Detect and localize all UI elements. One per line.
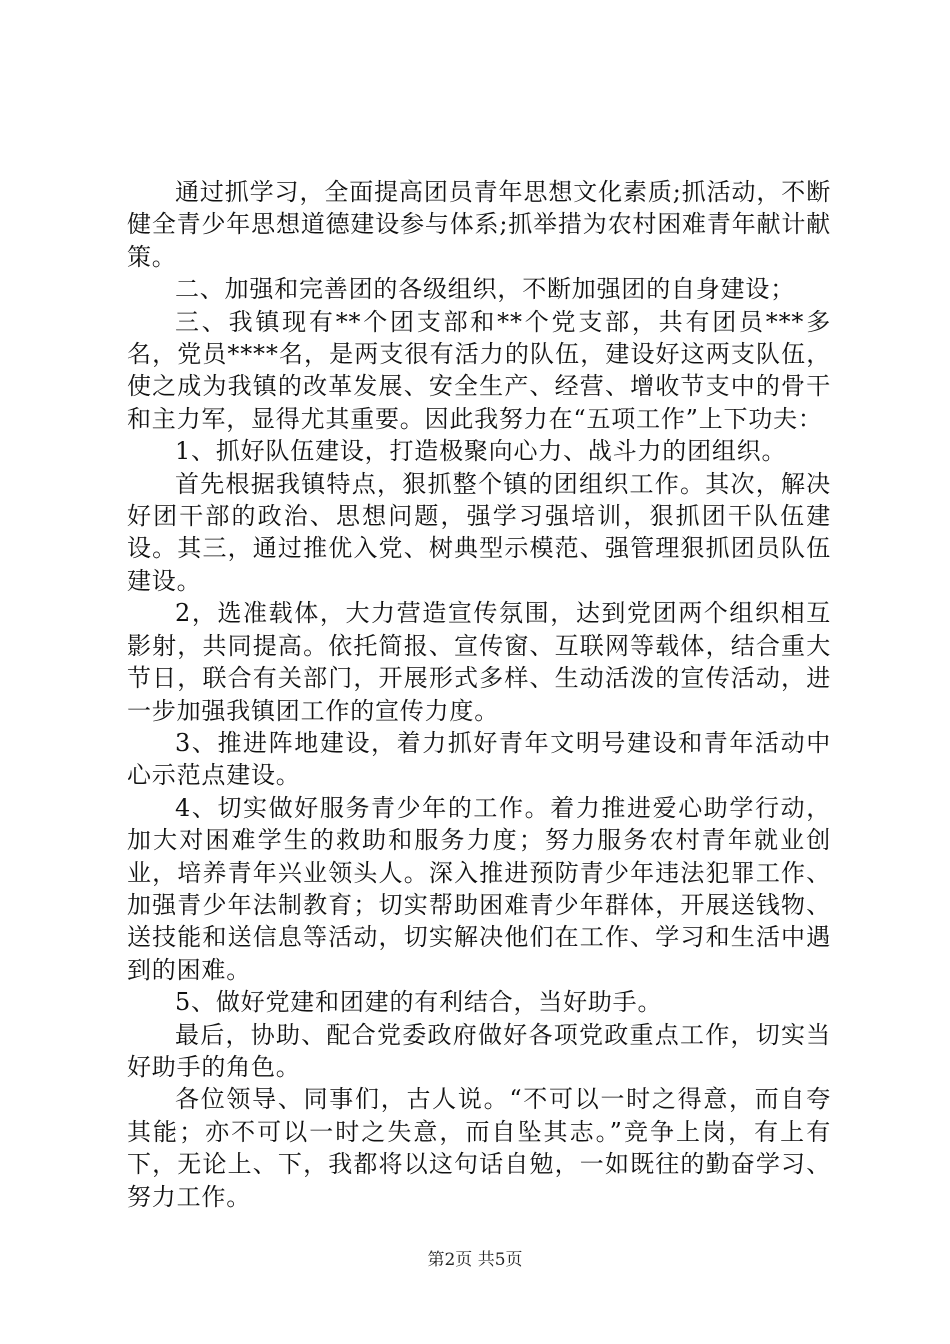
- paragraph-item-5-detail: 最后，协助、配合党委政府做好各项党政重点工作，切实当好助手的角色。: [127, 1020, 831, 1081]
- paragraph-item-5-heading: 5、做好党建和团建的有利结合，当好助手。: [175, 988, 663, 1017]
- paragraph-item-2: 2，选准载体，大力营造宣传氛围，达到党团两个组织相互影射，共同提高。依托简报、宣传窗、互联网等载体，结合重大节日，联合有关部门，开展形式多样、生动活泼的宣传活动，进一步加强我镇团工作的宣传力度。: [127, 599, 831, 725]
- paragraph-section-three: 三、我镇现有**个团支部和**个党支部，共有团员***多名，党员****名，是两支很有活力的队伍，建设好这两支队伍，使之成为我镇的改革发展、安全生产、经营、增收节支中的骨干和主力军，显得尤其重要。因此我努力在“五项工作”上下功夫：: [127, 307, 831, 433]
- paragraph-item-4: 4、切实做好服务青少年的工作。着力推进爱心助学行动，加大对困难学生的救助和服务力度；努力服务农村青年就业创业，培养青年兴业领头人。深入推进预防青少年违法犯罪工作、加强青少年法制教育；切实帮助困难青少年群体，开展送钱物、送技能和送信息等活动，切实解决他们在工作、学习和生活中遇到的困难。: [127, 793, 831, 984]
- paragraph-closing: 各位领导、同事们，古人说。“不可以一时之得意，而自夸其能；亦不可以一时之失意，而自坠其志。”竞争上岗，有上有下，无论上、下，我都将以这句话自勉，一如既往的勤奋学习、努力工作。: [127, 1085, 831, 1211]
- document-body: [127, 176, 831, 1213]
- page-number-footer: 第2页 共5页: [427, 1250, 523, 1270]
- paragraph-study-activities: 通过抓学习，全面提高团员青年思想文化素质;抓活动，不断健全青少年思想道德建设参与体系;抓举措为农村困难青年献计献策。: [127, 178, 831, 271]
- paragraph-item-3: 3、推进阵地建设，着力抓好青年文明号建设和青年活动中心示范点建设。: [127, 728, 831, 790]
- paragraph-item-1-heading: 1、抓好队伍建设，打造极聚向心力、战斗力的团组织。: [175, 437, 787, 466]
- paragraph-section-two-heading: 二、加强和完善团的各级组织，不断加强团的自身建设；: [175, 275, 795, 304]
- paragraph-item-1-detail: 首先根据我镇特点，狠抓整个镇的团组织工作。其次，解决好团干部的政治、思想问题，强学习强培训，狠抓团干队伍建设。其三，通过推优入党、树典型示模范、强管理狠抓团员队伍建设。: [127, 469, 831, 595]
